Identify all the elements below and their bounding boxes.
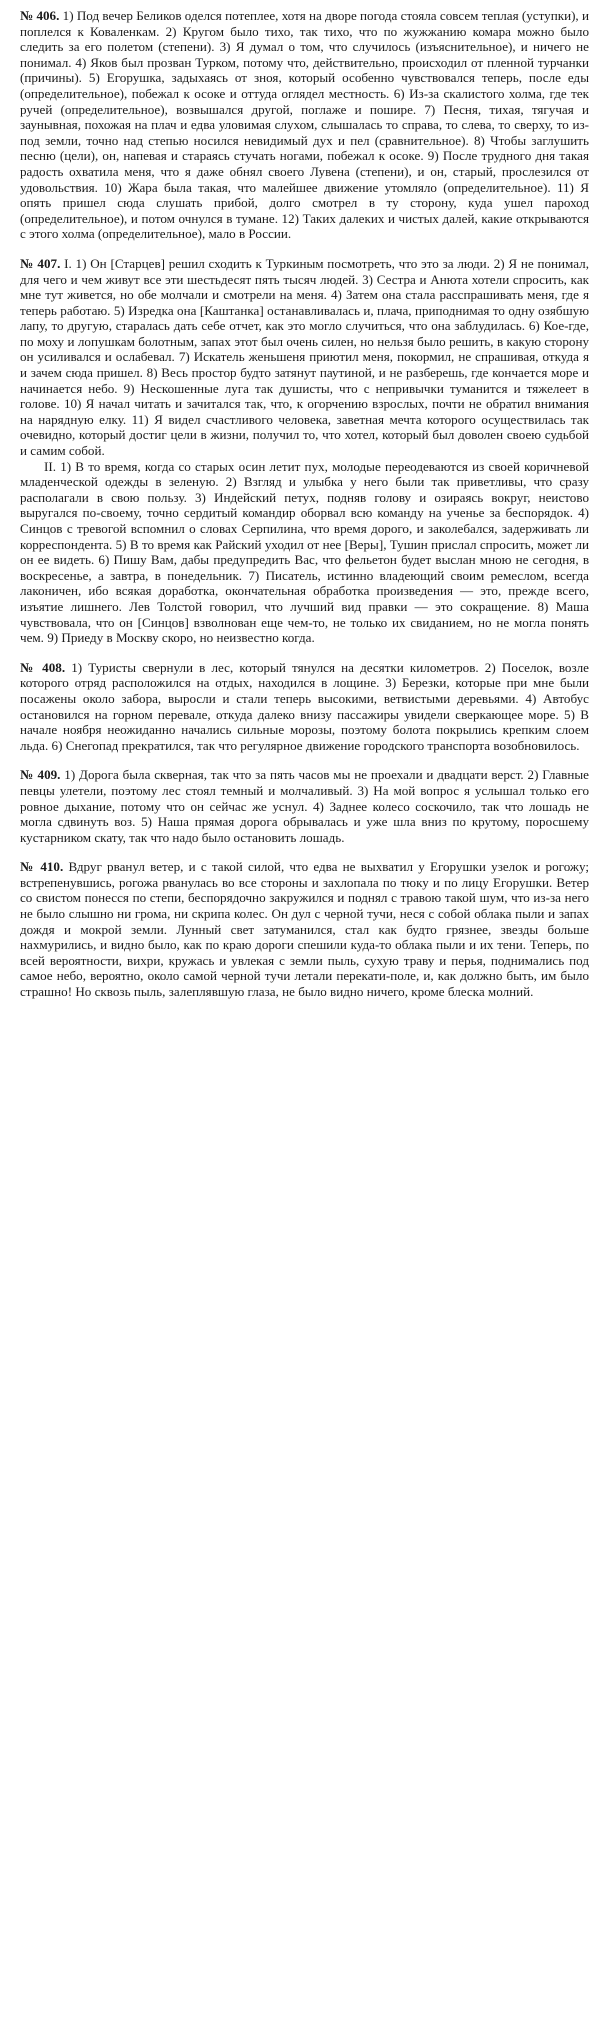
exercise-text: II. 1) В то время, когда со старых осин летит пух, молодые переодеваются из своей коричневой младенческой одежды в зеленую. 2) Взгляд и улыбка у него были так приветливы, что сразу располагали в свою пользу. 3) Индейский петух, подняв голову и озираясь вокруг, неистово выругался по-своему, точно сердитый командир оборвал всю команду на ученье за беспорядок. 4) Синцов с тревогой вспомнил о словах Серпилина, что время дорого, и заколебался, задерживать ли корреспондента. 5) В то время как Райский уходил от нее [Веры], Тушин прислал спросить, может ли он ее видеть. 6) Пишу Вам, дабы предупредить Вас, что фельетон будет выслан мною не сегодня, в воскресенье, а завтра, в понедельник. 7) Писатель, истинно владеющий своим ремеслом, всегда лаконичен, ибо всякая доработка, окончательная обработка произведения — это, прежде всего, изъятие лишнего. Лев Толстой говорил, что лучший вид правки — это сокращение. 8) Маша чувствовала, что он [Синцов] взволнован еще чем-то, не только их свиданием, но не могла понять чем. 9) Приеду в Москву скоро, но неизвестно когда. [20,458,589,646]
exercise-part-one [20,256,589,459]
exercise-407 [20,256,589,646]
exercise-part-two [20,459,589,646]
exercise-number: № 408. [20,659,66,675]
exercise-number: № 410. [20,859,64,875]
exercise-text: I. 1) Он [Старцев] решил сходить к Туркиным посмотреть, что это за люди. 2) Я не понимал, для чего и чем живут все эти шестьдесят пять тысяч людей. 3) Сестра и Анюта хотели спросить, как мне тут живется, но обе молчали и смотрели на меня. 4) Затем она стала расспрашивать меня, где я теперь работаю. 5) Изредка она [Каштанка] останавливалась и, плача, приподнимая то одну озябшую лапу, то другую, старалась дать себе отчет, как это могло случиться, что она заблудилась. 6) Кое-где, по моху и лопушкам болотным, запах этот был очень силен, но нельзя было решить, в какую сторону он усиливался и ослабевал. 7) Искатель женьшеня приютил меня, покормил, не спрашивая, откуда я и зачем сюда пришел. 8) Весь простор будто затянут паутиной, и не разберешь, где кончается море и начинается небо. 9) Нескошенные луга так душисты, что с непривычки туманится и тяжелеет в голове. 10) Я начал читать и зачитался так, что, к огорчению взрослых, почти не обратил внимания на нарядную елку. 11) Я видел счастливого человека, заветная мечта которого осуществилась так очевидно, который достиг цели в жизни, получил то, что хотел, который был доволен своею судьбой и самим собой. [20,255,589,459]
exercise-number: № 407. [20,255,61,271]
exercise-number: № 406. [20,8,60,23]
exercise-408 [20,660,589,754]
exercise-410 [20,859,589,999]
exercise-text: 1) Туристы свернули в лес, который тянулся на десятки километров. 2) Поселок, возле которого отряд расположился на отдых, находился в лощине. 3) Березки, которые при мне были посажены около забора, выросли и стали теперь высокими, ветвистыми деревьями. 4) Автобус остановился на горном перевале, откуда далеко внизу пассажиры увидели сверкающее море. 5) В начале ноября неожиданно начались сильные морозы, поэтому болота покрылись крепким слоем льда. 6) Снегопад прекратился, так что регулярное движение городского транспорта возобновилось. [20,659,589,753]
exercise-text: Вдруг рванул ветер, и с такой силой, что едва не выхватил у Егорушки узелок и рогожу; встрепенувшись, рогожа рванулась во все стороны и захлопала по тюку и по лицу Егорушки. Ветер со свистом понесся по степи, беспорядочно закружился и поднял с травою такой шум, что из-за него не было слышно ни грома, ни скрипа колес. Он дул с черной тучи, неся с собой облака пыли и запах дождя и мокрой земли. Лунный свет затуманился, стал как будто грязнее, звезды больше нахмурились, и видно было, как по краю дороги спешили куда-то облака пыли и их тени. Теперь, по всей вероятности, вихри, кружась и увлекая с земли пыль, сухую траву и перья, поднимались под самое небо, вероятно, около самой черной тучи летали перекати-поле, и, как должно быть, им было страшно! Но сквозь пыль, залеплявшую глаза, не было видно ничего, кроме блеска молний. [20,859,589,1000]
exercise-409 [20,767,589,845]
exercise-number: № 409. [20,767,61,783]
exercise-text: 1) Дорога была скверная, так что за пять часов мы не проехали и двадцати верст. 2) Главные певцы улетели, поэтому лес стоял темный и молчаливый. 3) На мой вопрос я услышал только его ровное дыхание, потому что он сейчас же уснул. 4) Заднее колесо соскочило, так что лошадь не могла сдвинуть воз. 5) Наша прямая дорога обрывалась и уже шла вниз по крутому, поросшему кустарником скату, так что надо было остановить лошадь. [20,767,589,845]
exercise-406 [20,8,589,242]
exercise-text: 1) Под вечер Беликов оделся потеплее, хотя на дворе погода стояла совсем теплая (уступки), и поплелся к Коваленкам. 2) Кругом было тихо, так тихо, что по жужжанию комара можно было следить за его полетом (степени). 3) Я думал о том, что случилось (изъяснительное), и ничего не понимал. 4) Яков был прозван Турком, потому что, действительно, происходил от пленной турчанки (причины). 5) Егорушка, задыхаясь от зноя, который особенно чувствовался теперь, после еды (определительное), побежал к осоке и оттуда оглядел местность. 6) Из-за скалистого холма, где тек ручей (определительное), возвышался другой, поглаже и пошире. 7) Песня, тихая, тягучая и заунывная, похожая на плач и едва уловимая слухом, слышалась то справа, то слева, то сверху, то из-под земли, точно над степью носился невидимый дух и пел (сравнительное). 8) Чтобы заглушить песню (цели), он, напевая и стараясь стучать ногами, побежал к осоке. 9) После трудного дня такая радость охватила меня, что я даже обнял своего Лувена (степени), и он, старый, прослезился от удовольствия. 10) Жара была такая, что малейшее движение утомляло (определительное). 11) Я опять пришел сюда слушать прибой, долго смотрел в ту сторону, куда ушел пароход (определительное), и потом очнулся в тумане. 12) Таких далеких и чистых далей, какие открываются с этого холма (определительное), мало в России. [20,8,589,242]
